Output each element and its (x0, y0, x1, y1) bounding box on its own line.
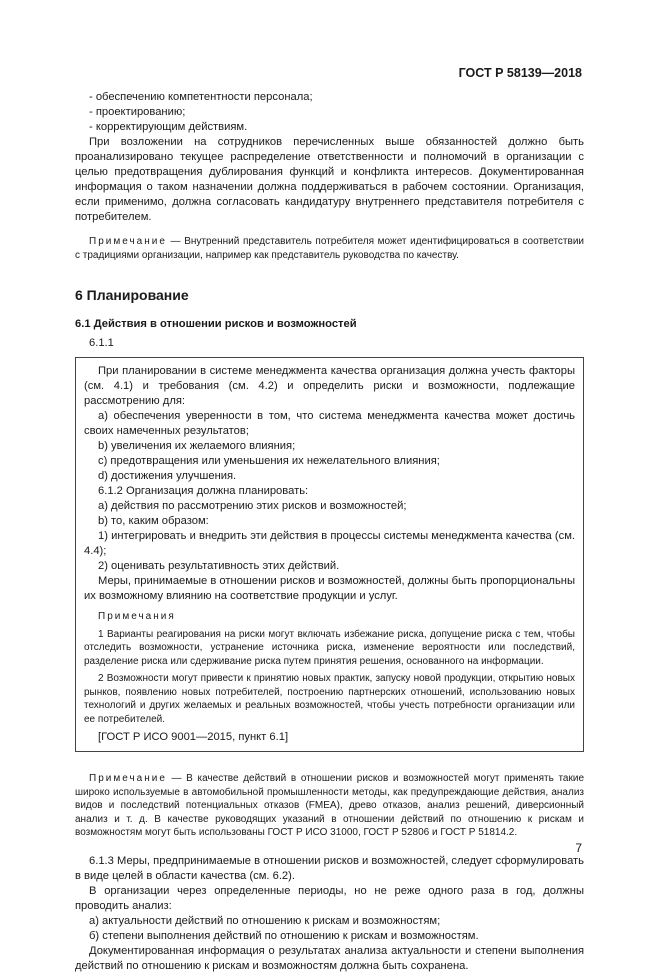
note-text: — В качестве действий в отношении рисков и возможностей могут применять такие широко используемые в автомобильной промышленности методы, как предупреждающие действия, анализ видов и последствий потенциальных отказов (FMEA), древо отказов, анализ решений, диверсионный анализ и т. д. В качестве руководящих указаний в отношении действий по отношению к рискам и возможностям могут быть использованы ГОСТ Р ИСО 31000, ГОСТ Р 52806 и ГОСТ Р 51814.2. (75, 773, 584, 838)
list-item: 1) интегрировать и внедрить эти действия в процессы системы менеджмента качества (см. 4.4); (84, 530, 575, 557)
list-item: - корректирующим действиям. (89, 121, 248, 133)
box-note: 2 Возможности могут привести к принятию новых практик, запуску новой продукции, открытию новых рынков, появлению новых потребителей, построению партнерских отношений, использованию новых технологий и других желаемых и реальных возможностей, чтобы учесть потребности организации или ее потребителей. (84, 673, 575, 725)
section-title: 6 Планирование (75, 287, 189, 303)
list-item: 2) оценивать результативность этих действий. (98, 560, 340, 572)
box-paragraph: При планировании в системе менеджмента качества организация должна учесть факторы (см. 4.1) и требования (см. 4.2) и определить риски и возможности, подлежащие рассмотрению для: (84, 365, 575, 407)
clause-number: 6.1.1 (89, 337, 114, 349)
list-item: b) то, каким образом: (98, 515, 209, 527)
list-item: a) действия по рассмотрению этих рисков и возможностей; (98, 500, 407, 512)
list-item: а) актуальности действий по отношению к рискам и возможностям; (89, 914, 441, 927)
subsection-title: 6.1 Действия в отношении рисков и возможностей (75, 318, 357, 330)
list-item: d) достижения улучшения. (98, 470, 237, 482)
reference: [ГОСТ Р ИСО 9001—2015, пункт 6.1] (98, 731, 289, 743)
list-item: c) предотвращения или уменьшения их нежелательного влияния; (98, 455, 440, 467)
list-item: a) обеспечения уверенности в том, что система менеджмента качества может достичь своих намеченных результатов; (84, 410, 575, 437)
box-paragraph: Меры, принимаемые в отношении рисков и возможностей, должны быть пропорциональны их возможному влиянию на соответствие продукции и услуг. (84, 575, 575, 602)
note-label: Примечание (89, 236, 167, 247)
list-item: - проектированию; (89, 106, 186, 118)
note-text: — Внутренний представитель потребителя может идентифицироваться в соответствии с традициями организации, например как представитель руководства по качеству. (75, 236, 584, 261)
body-paragraph: В организации через определенные периоды, но не реже одного раза в год, должны проводить анализ: (75, 884, 584, 912)
quoted-requirements-box (75, 357, 584, 752)
list-item: b) увеличения их желаемого влияния; (98, 440, 296, 452)
list-item: б) степени выполнения действий по отношению к рискам и возможностям. (89, 929, 479, 942)
page-number: 7 (575, 841, 582, 855)
note-paragraph (75, 235, 584, 262)
note-label: Примечание (89, 773, 167, 784)
document-code-header: ГОСТ Р 58139—2018 (458, 66, 582, 80)
clause-paragraph: 6.1.3 Меры, предпринимаемые в отношении рисков и возможностей, следует сформулировать в виде целей в области качества (см. 6.2). (75, 854, 584, 882)
box-paragraph: 6.1.2 Организация должна планировать: (98, 485, 309, 497)
intro-paragraph: При возложении на сотрудников перечисленных выше обязанностей должно быть проанализировано текущее распределение ответственности и полномочий в организации с целью предотвращения дублирования функций и конфликта интересов. Документированная информация о таком назначении должна поддерживаться в рабочем состоянии. Организация, если применимо, должна согласовать кандидатуру внутреннего представителя потребителя с потребителем. (75, 136, 584, 223)
body-paragraph: Документированная информация о результатах анализа актуальности и степени выполнения действий по отношению к рискам и возможностям должна быть сохранена. (75, 944, 584, 972)
list-item: - обеспечению компетентности персонала; (89, 91, 313, 103)
notes-label: Примечания (98, 611, 176, 622)
note-paragraph (75, 772, 584, 840)
box-note: 1 Варианты реагирования на риски могут включать избежание риска, допущение риска с тем, чтобы отследить возможности, устранение источника риска, изменение вероятности или последствий, разделение риска или сдерживание риска путем принятия решения, основанного на информации. (84, 628, 575, 667)
page-content (75, 90, 584, 974)
